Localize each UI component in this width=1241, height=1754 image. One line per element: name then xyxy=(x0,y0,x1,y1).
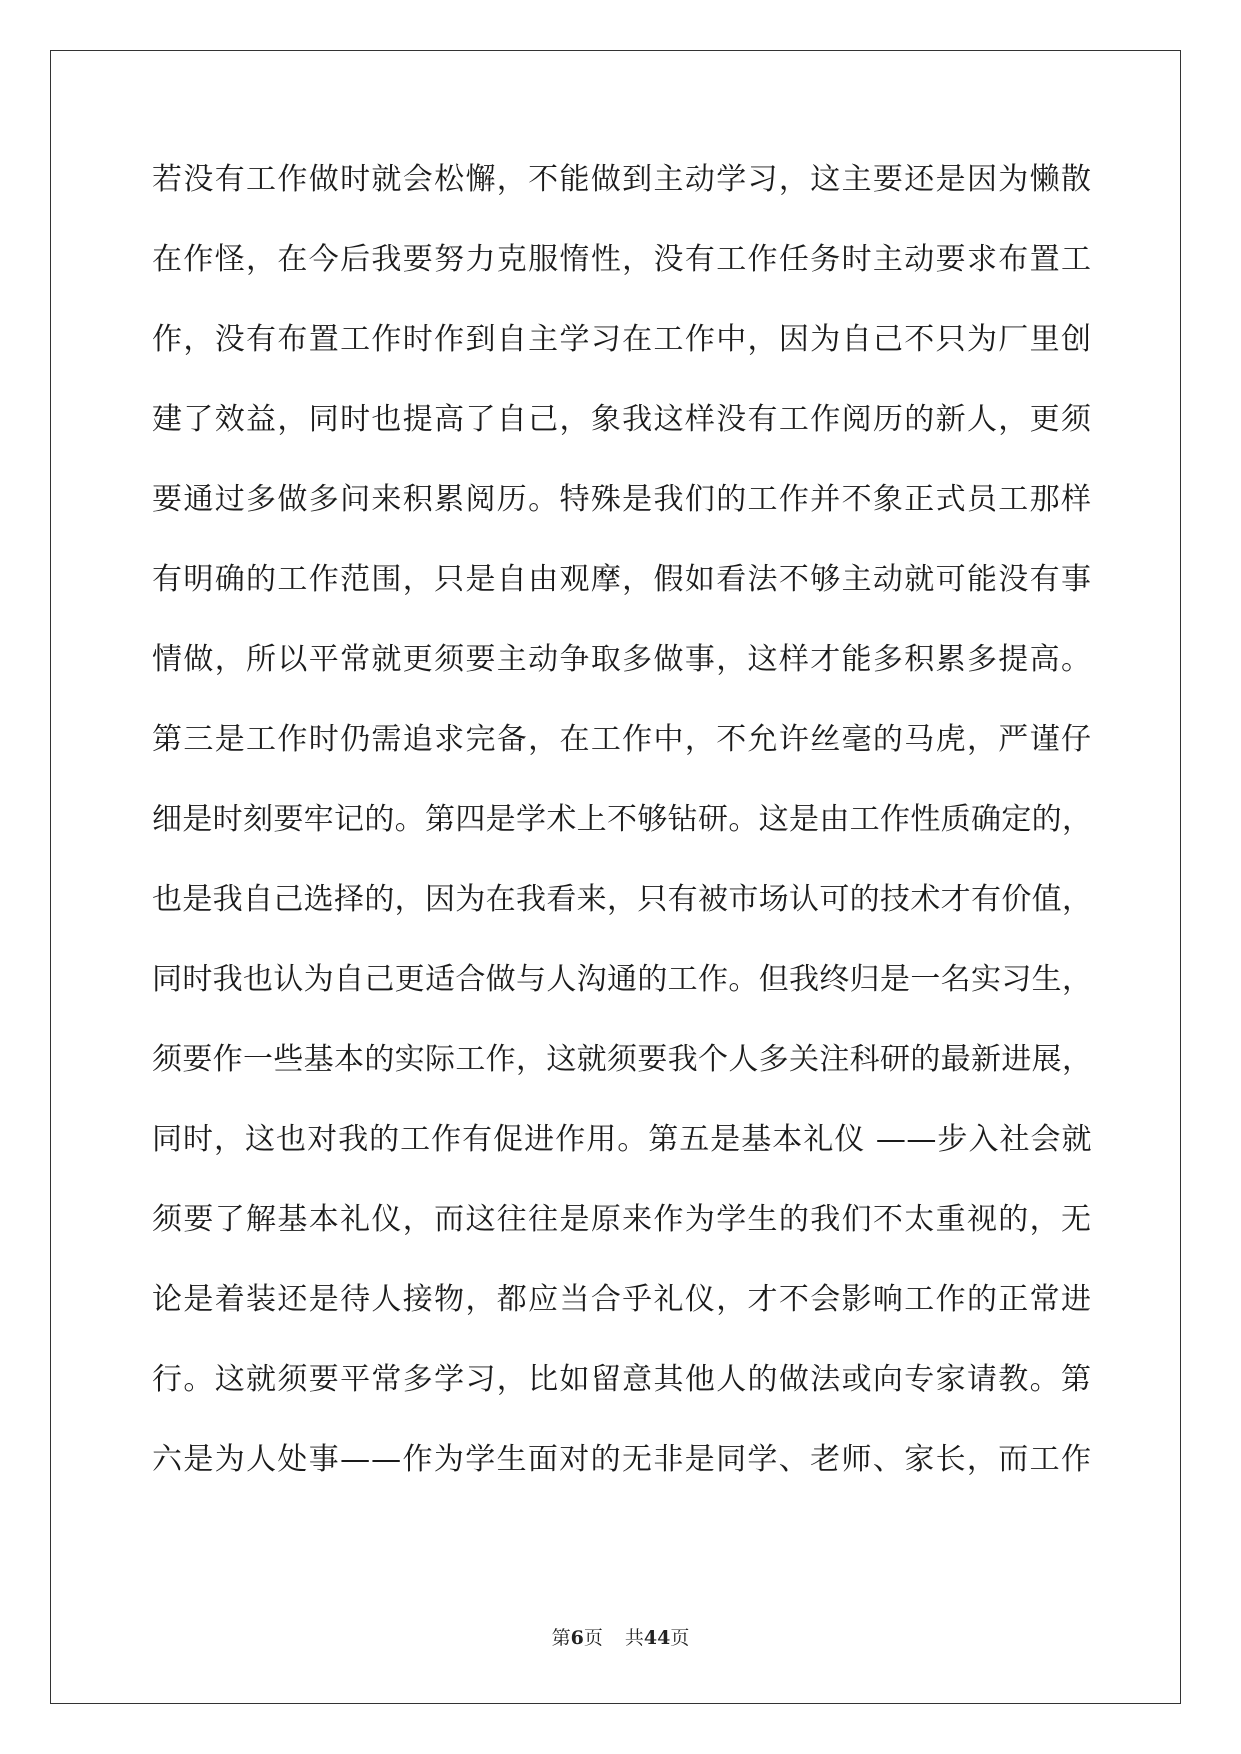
text-line-17: 六是为人处事——作为学生面对的无非是同学、老师、家长，而工作 xyxy=(152,1442,1092,1477)
total-suffix: 页 xyxy=(670,1627,690,1649)
page-footer xyxy=(0,1623,1241,1650)
text-line-6: 有明确的工作范围，只是自由观摩，假如看法不够主动就可能没有事 xyxy=(152,562,1092,597)
text-line-12: 须要作一些基本的实际工作，这就须要我个人多关注科研的最新进展， xyxy=(152,1042,1092,1077)
text-line-7: 情做，所以平常就更须要主动争取多做事，这样才能多积累多提高。 xyxy=(152,642,1092,677)
page-suffix: 页 xyxy=(583,1627,603,1649)
text-line-2: 在作怪，在今后我要努力克服惰性，没有工作任务时主动要求布置工 xyxy=(152,242,1092,277)
text-line-9: 细是时刻要牢记的。第四是学术上不够钻研。这是由工作性质确定的， xyxy=(152,802,1092,837)
body-text xyxy=(152,160,1092,1520)
page-prefix: 第 xyxy=(551,1627,571,1649)
text-line-14: 须要了解基本礼仪，而这往往是原来作为学生的我们不太重视的，无 xyxy=(152,1202,1092,1237)
text-line-5: 要通过多做多问来积累阅历。特殊是我们的工作并不象正式员工那样 xyxy=(152,482,1092,517)
page-number: 6 xyxy=(570,1627,584,1649)
text-line-4: 建了效益，同时也提高了自己，象我这样没有工作阅历的新人，更须 xyxy=(152,402,1092,437)
text-line-11: 同时我也认为自己更适合做与人沟通的工作。但我终归是一名实习生， xyxy=(152,962,1092,997)
text-line-3: 作，没有布置工作时作到自主学习在工作中，因为自己不只为厂里创 xyxy=(152,322,1092,357)
text-line-1: 若没有工作做时就会松懈，不能做到主动学习，这主要还是因为懒散 xyxy=(152,162,1092,197)
text-line-10: 也是我自己选择的，因为在我看来，只有被市场认可的技术才有价值， xyxy=(152,882,1092,917)
total-pages: 44 xyxy=(643,1627,671,1649)
text-line-16: 行。这就须要平常多学习，比如留意其他人的做法或向专家请教。第 xyxy=(152,1362,1092,1397)
text-line-15: 论是着装还是待人接物，都应当合乎礼仪，才不会影响工作的正常进 xyxy=(152,1282,1092,1317)
total-prefix: 共 xyxy=(624,1627,644,1649)
text-line-13: 同时，这也对我的工作有促进作用。第五是基本礼仪 ——步入社会就 xyxy=(152,1122,1092,1157)
text-line-8: 第三是工作时仍需追求完备，在工作中，不允许丝毫的马虎，严谨仔 xyxy=(152,722,1092,757)
